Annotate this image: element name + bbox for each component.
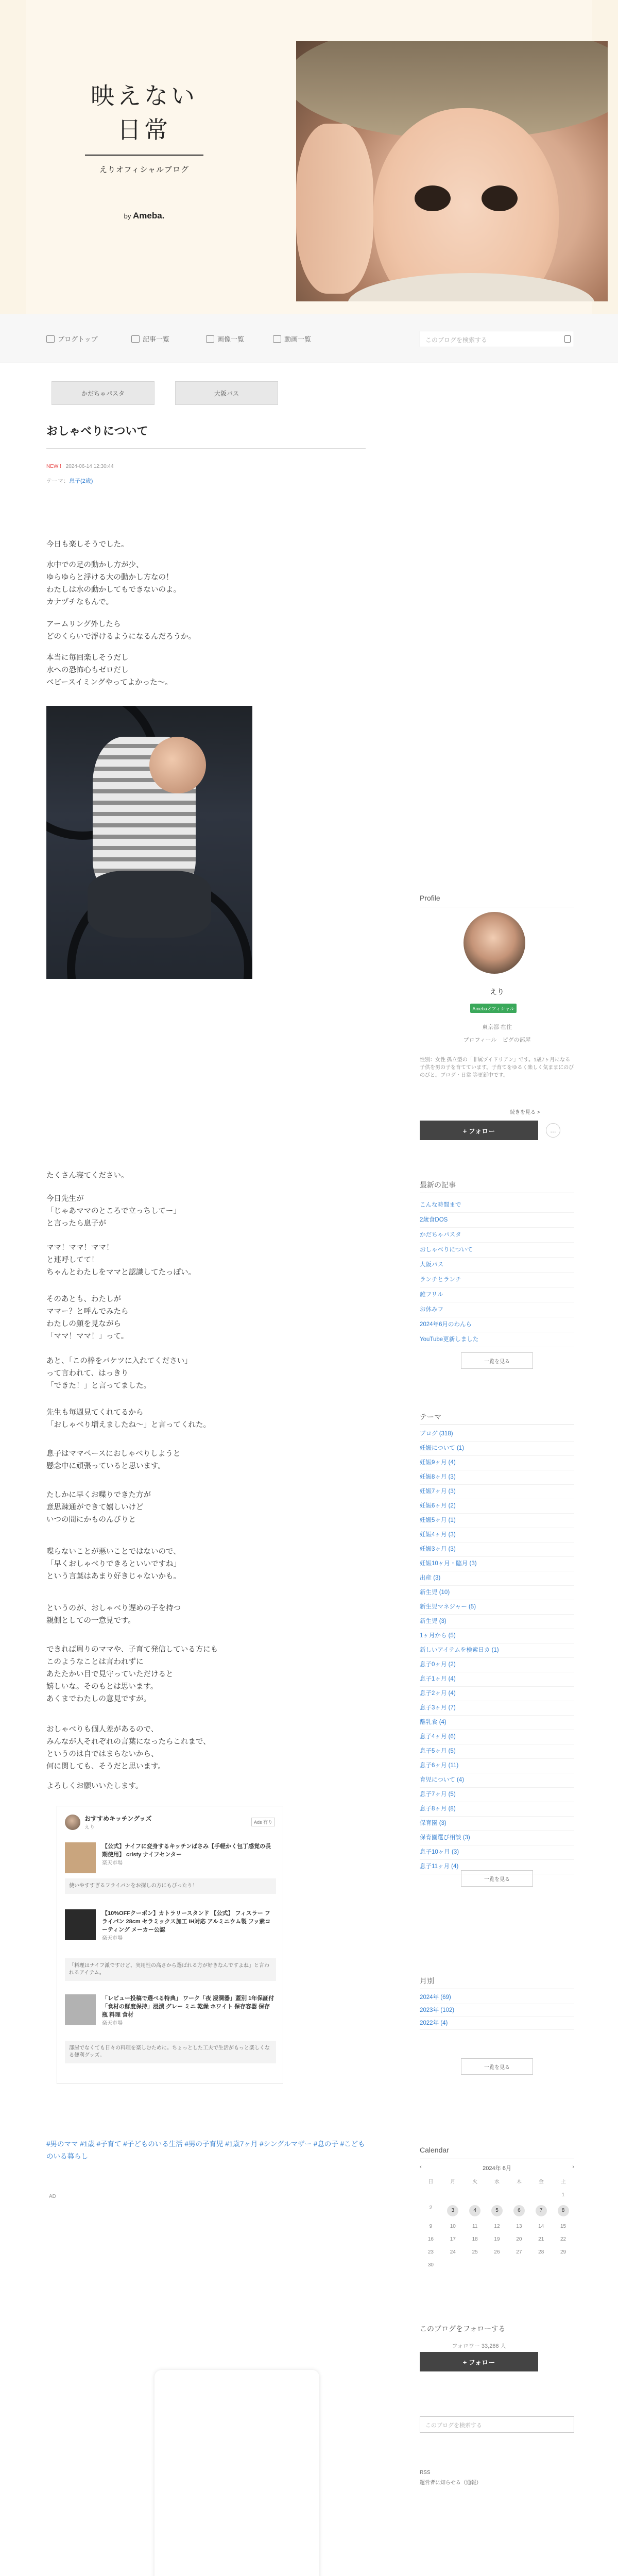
photo-shirt-shape [348, 273, 595, 301]
prev-article-button[interactable]: かだちゃパスタ [52, 381, 154, 405]
product-thumbnail [65, 1909, 96, 1940]
recent-list [420, 1198, 574, 1347]
followers-follow-button[interactable]: + フォロー [420, 2352, 538, 2371]
photo-eye-right [482, 185, 518, 211]
calendar-day[interactable]: 13 [516, 2224, 522, 2229]
theme-item[interactable]: 息子4ヶ月 (6) [420, 1730, 574, 1744]
article-date: 2024-06-14 12:30:44 [65, 464, 114, 469]
search-icon[interactable] [564, 335, 571, 343]
article-title[interactable]: おしゃべりについて [46, 425, 148, 437]
article-paragraph: 喋らないことが悪いことではないので、 「早くおしゃべりできるといいですね」 という言葉はあまり好きじゃないかも。 [46, 1548, 181, 1581]
calendar-day [464, 2262, 486, 2268]
recommend-note: 「料理はナイフ派ですけど、実用性の高さから選ばれる方が好きなんですよね」と言われるアイテム。 [65, 1958, 276, 1981]
recommend-subtitle: えり [84, 1825, 95, 1831]
calendar-day[interactable]: 10 [450, 2224, 456, 2229]
calendar-day[interactable]: 27 [516, 2249, 522, 2255]
recent-item[interactable]: 2024年6月のわんら [420, 1317, 574, 1332]
avatar [65, 1815, 80, 1830]
calendar-day[interactable]: 15 [560, 2224, 566, 2229]
product-title: 【10%OFFクーポン】カトラリースタンド 【公式】 フィスラー フライパン 28cm セラミックス加工 IH対応 アルミニウム製 フッ素コーティング メーカー公認 [102, 1910, 271, 1933]
calendar-day [464, 2192, 486, 2198]
home-icon [46, 335, 55, 343]
calendar-day [530, 2192, 552, 2198]
theme-item[interactable]: 息子1ヶ月 (4) [420, 1672, 574, 1687]
nav-video-list[interactable] [273, 334, 311, 344]
theme-item[interactable]: 妊娠5ヶ月 (1) [420, 1514, 574, 1528]
calendar [420, 2164, 574, 2268]
recent-item[interactable]: お休みフ [420, 1302, 574, 1317]
calendar-day[interactable]: 19 [494, 2236, 500, 2242]
calendar-day[interactable]: 23 [427, 2249, 434, 2255]
theme-item[interactable]: 妊娠6ヶ月 (2) [420, 1499, 574, 1514]
theme-more-button[interactable]: 一覧を見る [461, 1870, 533, 1887]
archive-heading: 月別 [420, 1977, 434, 1985]
article-paragraph: 今日も楽しそうでした。 [46, 540, 129, 549]
theme-item[interactable]: 育児について (4) [420, 1773, 574, 1788]
nav-article-list[interactable] [131, 334, 169, 344]
search-placeholder: このブログを検索する [425, 2422, 482, 2429]
sidebar-follow-button[interactable]: + フォロー [420, 1121, 538, 1140]
calendar-day[interactable] [508, 2205, 530, 2216]
sidebar-misc [420, 2468, 482, 2488]
header-photo [296, 41, 608, 301]
article-paragraph: おしゃべりも個人差があるので、 みんなが人それぞれの言葉になったらこれまで、 というのは自ではまらないから、 何に関しても、そうだと思います。 [46, 1725, 211, 1771]
theme-item[interactable]: ブログ (318) [420, 1427, 574, 1442]
archive-item[interactable]: 2022年 (4) [420, 2017, 574, 2030]
recent-more-button[interactable]: 一覧を見る [461, 1352, 533, 1369]
followers-heading: このブログをフォローする [420, 2325, 506, 2333]
calendar-day[interactable] [530, 2205, 552, 2216]
title-divider [46, 448, 366, 449]
calendar-nav [420, 2164, 574, 2170]
theme-item[interactable]: 息子2ヶ月 (4) [420, 1687, 574, 1701]
calendar-day[interactable]: 20 [516, 2236, 522, 2242]
theme-item[interactable]: 妊娠について (1) [420, 1442, 574, 1456]
calendar-day[interactable] [486, 2205, 508, 2216]
calendar-day-highlight[interactable]: 3 [447, 2205, 458, 2216]
theme-item[interactable]: 息子0ヶ月 (2) [420, 1658, 574, 1672]
theme-item[interactable]: 妊娠7ヶ月 (3) [420, 1485, 574, 1499]
blog-search-input[interactable] [420, 331, 574, 347]
article-meta [46, 464, 114, 469]
recent-item[interactable]: 2歳食DOS [420, 1213, 574, 1228]
calendar-day[interactable]: 30 [427, 2262, 434, 2268]
calendar-weekday: 水 [494, 2179, 500, 2185]
followers-count: フォロワー 33,266 人 [452, 2343, 506, 2349]
calendar-day[interactable]: 21 [538, 2236, 544, 2242]
rss-link[interactable]: RSS [420, 2470, 431, 2476]
recommend-item[interactable] [65, 1909, 276, 1940]
global-nav [0, 314, 618, 363]
image-icon [206, 335, 214, 343]
theme-item[interactable]: 保育園選び相談 (3) [420, 1831, 574, 1845]
calendar-day[interactable]: 24 [450, 2249, 456, 2255]
article-paragraph: あと、「この棒をバケツに入れてください」 って言われて、はっきり 「できた！」と言ってました。 [46, 1357, 192, 1390]
recommend-item[interactable] [65, 1842, 276, 1873]
calendar-day [552, 2262, 574, 2268]
profile-location: 東京都 在住 [482, 1024, 512, 1030]
nav-label: 記事一覧 [143, 335, 170, 343]
theme-list [420, 1427, 574, 1874]
article-paragraph: できれば周りのママや、子育て発信している方にも このようなことは言われずに あたたかい目で見守っていただけると 嬉しいな。そのもとは思います。 あくまでわたしの意見ですが。 [46, 1646, 218, 1703]
calendar-day [486, 2262, 508, 2268]
calendar-day[interactable]: 12 [494, 2224, 500, 2229]
product-title: 【公式】ナイフに変身するキッチンばさみ【手軽かく包丁感覚の長期使用】 cristy ナイフセンター [102, 1843, 271, 1858]
calendar-day[interactable]: 9 [429, 2224, 433, 2229]
recent-item[interactable]: 雑フリル [420, 1287, 574, 1302]
calendar-next-icon[interactable]: › [572, 2164, 574, 2170]
photo-face-shape [373, 108, 559, 301]
profile-links[interactable]: プロフィール ピグの部屋 [463, 1037, 531, 1043]
calendar-day[interactable]: 22 [560, 2236, 566, 2242]
recommend-widget [57, 1806, 283, 2084]
article-paragraph: 今日先生が 「じゃあママのところで立っちしてー」 と言ったら息子が [46, 1195, 181, 1228]
recent-item[interactable]: こんな時間まで [420, 1198, 574, 1213]
calendar-day[interactable]: 2 [429, 2205, 433, 2211]
more-options-icon[interactable]: … [546, 1123, 560, 1138]
recent-item[interactable]: かだちゃパスタ [420, 1228, 574, 1243]
calendar-day[interactable]: 1 [561, 2192, 565, 2198]
calendar-prev-icon[interactable]: ‹ [420, 2164, 422, 2170]
calendar-day[interactable]: 28 [538, 2249, 544, 2255]
calendar-heading: Calendar [420, 2146, 449, 2154]
calendar-day [530, 2262, 552, 2268]
article-paragraph: 本当に毎回楽しそうだし 水への恐怖心もゼロだし ベビースイミングやってよかった〜。 [46, 654, 173, 687]
calendar-weekday: 火 [472, 2179, 478, 2185]
calendar-title: 2024年 6月 [483, 2165, 511, 2172]
theme-item[interactable]: 新しいアイテムを検索日カ (1) [420, 1643, 574, 1658]
archive-item[interactable]: 2024年 (69) [420, 1991, 574, 2004]
archive-item[interactable]: 2023年 (102) [420, 2004, 574, 2017]
photo-eye-left [415, 185, 451, 211]
theme-item[interactable]: 1ヶ月から (5) [420, 1629, 574, 1643]
calendar-day[interactable] [442, 2205, 464, 2216]
calendar-day[interactable]: 25 [472, 2249, 478, 2255]
calendar-day[interactable] [464, 2205, 486, 2216]
article-paragraph: そのあとも、わたしが ママー？と呼んでみたら わたしの顔を見ながら 「ママ！ママ！」って。 [46, 1295, 129, 1341]
theme-item[interactable]: 息子6ヶ月 (11) [420, 1759, 574, 1773]
blog-title-block[interactable] [82, 77, 206, 221]
calendar-day [486, 2192, 508, 2198]
recent-item[interactable]: おしゃべりについて [420, 1243, 574, 1258]
calendar-weekday: 木 [516, 2179, 522, 2185]
nav-blog-top[interactable] [46, 334, 98, 344]
calendar-weekday: 日 [428, 2179, 434, 2185]
calendar-day[interactable] [552, 2205, 574, 2216]
theme-item[interactable]: 妊娠3ヶ月 (3) [420, 1543, 574, 1557]
ad-label: AD [49, 2194, 56, 2199]
video-icon [273, 335, 281, 343]
theme-item[interactable]: 妊娠10ヶ月・臨月 (3) [420, 1557, 574, 1571]
calendar-day [420, 2192, 442, 2198]
profile-bio: 性別：女性 孤立型の「非属ヅイドリアン」です。1歳7ヶ月になる子供を男の子を育てています。子育てをゆるく楽しく気ままにのびのびと。ブログ・日常 等更新中です。 [420, 1057, 574, 1078]
profile-avatar[interactable] [464, 912, 525, 974]
calendar-day [442, 2192, 464, 2198]
nav-label: ブログトップ [58, 335, 98, 343]
calendar-day[interactable]: 16 [427, 2236, 434, 2242]
search-placeholder: このブログを検索する [425, 336, 488, 344]
article-photo[interactable] [46, 706, 252, 979]
article-paragraph: よろしくお願いいたします。 [46, 1782, 143, 1790]
theme-item[interactable]: 息子11ヶ月 (4) [420, 1860, 574, 1874]
recommend-header [65, 1814, 151, 1831]
nav-label: 画像一覧 [217, 335, 245, 343]
archive-more-button[interactable]: 一覧を見る [461, 2058, 533, 2075]
title-rule [85, 155, 203, 156]
recent-item[interactable]: YouTube更新しました [420, 1332, 574, 1347]
calendar-weekday: 金 [538, 2179, 544, 2185]
theme-item[interactable]: 息子10ヶ月 (3) [420, 1845, 574, 1860]
theme-item[interactable]: 新生児マネジャー (5) [420, 1600, 574, 1615]
theme-link[interactable]: 息子(2歳) [69, 478, 93, 484]
calendar-day-highlight[interactable]: 8 [558, 2205, 569, 2216]
calendar-day-highlight[interactable]: 6 [513, 2205, 525, 2216]
article-paragraph: ママ！ママ！ママ！ と連呼してて！ ちゃんとわたしをママと認識してたっぽい。 [46, 1244, 196, 1277]
theme-item[interactable]: 保育園 (3) [420, 1817, 574, 1831]
calendar-day[interactable]: 17 [450, 2236, 456, 2242]
theme-item[interactable]: 新生児 (3) [420, 1615, 574, 1629]
article-paragraph: たしかに早くお喋りできた方が 意思疎通ができて嬉しいけど いつの間にかものんびりと [46, 1491, 151, 1524]
nav-image-list[interactable] [206, 334, 244, 344]
blog-header [0, 0, 618, 314]
calendar-day[interactable]: 11 [472, 2224, 478, 2229]
calendar-day-highlight[interactable]: 7 [536, 2205, 547, 2216]
theme-item[interactable]: 妊娠8ヶ月 (3) [420, 1470, 574, 1485]
sidebar-search-input[interactable] [420, 2416, 574, 2433]
calendar-day[interactable]: 29 [560, 2249, 566, 2255]
archive-list [420, 1991, 574, 2030]
ameba-logo [82, 211, 206, 221]
theme-label: テーマ： [46, 478, 69, 484]
theme-item[interactable]: 出産 (3) [420, 1571, 574, 1586]
article-paragraph: 息子はママペースにおしゃべりしようと 懸念中に頑張っていると思います。 [46, 1450, 181, 1470]
calendar-weekday: 土 [560, 2179, 566, 2185]
profile-heading: Profile [420, 894, 440, 902]
brand-label: Ameba. [132, 211, 165, 221]
product-shop: 楽天市場 [102, 1936, 123, 1941]
recommend-title: おすすめキッチングッズ [84, 1815, 152, 1822]
calendar-day-highlight[interactable]: 4 [469, 2205, 480, 2216]
product-shop: 楽天市場 [102, 1860, 123, 1866]
theme-item[interactable]: 離乳食 (4) [420, 1716, 574, 1730]
blog-subtitle: えりオフィシャルブログ [99, 165, 190, 174]
article-paragraph: というのが、おしゃべり遅めの子を持つ 親側としての一意見です。 [46, 1604, 181, 1625]
recent-heading: 最新の記事 [420, 1181, 456, 1189]
recommend-note: 使いやすすぎるフライパンをお探しの方にもぴったり！ [65, 1878, 276, 1894]
product-title: 「レビュー投稿で選べる特典」 ワーク「夜 浸潤器」蓋別 1年保証付 「食材の鮮度保持」浸漬 グレー ミニ 乾燥 ホワイト 保存容器 保存瓶 料理 食材 [102, 1995, 274, 2018]
theme-item[interactable]: 妊娠9ヶ月 (4) [420, 1456, 574, 1470]
official-badge: Amebaオフィシャル [470, 1004, 517, 1013]
pr-badge: Ads 有り [251, 1818, 275, 1826]
theme-item[interactable]: 息子8ヶ月 (8) [420, 1802, 574, 1817]
profile-more-link[interactable]: 続きを見る > [510, 1110, 540, 1115]
calendar-weekday: 月 [450, 2179, 456, 2185]
theme-item[interactable]: 新生児 (10) [420, 1586, 574, 1600]
calendar-day [442, 2262, 464, 2268]
photo-pants-shape [88, 871, 211, 938]
theme-item[interactable]: 妊娠4ヶ月 (3) [420, 1528, 574, 1543]
recommend-note: 部屋でなくても日々の料理を楽しむために。ちょっとした工夫で生活がもっと楽しくなる便利グッズ。 [65, 2041, 276, 2063]
report-link[interactable]: 運営者に知らせる（通報） [420, 2480, 482, 2486]
calendar-day-highlight[interactable]: 5 [491, 2205, 503, 2216]
recent-item[interactable]: 大阪パス [420, 1258, 574, 1273]
profile-name[interactable]: えり [490, 988, 504, 996]
calendar-day [508, 2192, 530, 2198]
hashtag-list[interactable]: #男のママ #1歳 #子育て #子どものいる生活 #男の子育児 #1歳7ヶ月 #シングルマザー #息の子 #こどものいる暮らし [46, 2140, 365, 2160]
article-paragraph: 水中での足の動かし方が少、 ゆらゆらと浮ける大の動かし方なの！ わたしは水の動かしてもできないのよ。 カナヅチなもんで。 [46, 561, 181, 606]
by-label: by [124, 212, 131, 220]
recommend-item[interactable] [65, 1994, 276, 2025]
calendar-day[interactable]: 14 [538, 2224, 544, 2229]
recent-item[interactable]: ランチとランチ [420, 1273, 574, 1287]
header-banner [26, 0, 592, 314]
theme-item[interactable]: 息子3ヶ月 (7) [420, 1701, 574, 1716]
article-theme [46, 477, 93, 485]
product-thumbnail [65, 1994, 96, 2025]
article-paragraph: 先生も毎週見てくれてるから 「おしゃべり増えましたね〜」と言ってくれた。 [46, 1409, 211, 1429]
ad-card[interactable] [154, 2370, 319, 2576]
pager-top [52, 381, 278, 405]
photo-hand-shape [296, 124, 373, 294]
photo-head-shape [149, 737, 206, 793]
product-shop: 楽天市場 [102, 2021, 123, 2026]
blog-title[interactable]: 映えない日常 [91, 82, 198, 144]
calendar-day [508, 2262, 530, 2268]
new-badge: NEW ! [46, 464, 61, 469]
theme-item[interactable]: 息子5ヶ月 (5) [420, 1744, 574, 1759]
calendar-day[interactable]: 26 [494, 2249, 500, 2255]
nav-label: 動画一覧 [284, 335, 312, 343]
next-article-button[interactable]: 大阪パス [175, 381, 278, 405]
article-paragraph: たくさん寝てください。 [46, 1172, 129, 1180]
calendar-day[interactable]: 18 [472, 2236, 478, 2242]
list-icon [131, 335, 140, 343]
article-paragraph: アームリング外したら どのくらいで浮けるようになるんだろうか。 [46, 620, 196, 641]
product-thumbnail [65, 1842, 96, 1873]
calendar-grid [420, 2177, 574, 2268]
theme-item[interactable]: 息子7ヶ月 (5) [420, 1788, 574, 1802]
theme-heading: テーマ [420, 1413, 441, 1421]
